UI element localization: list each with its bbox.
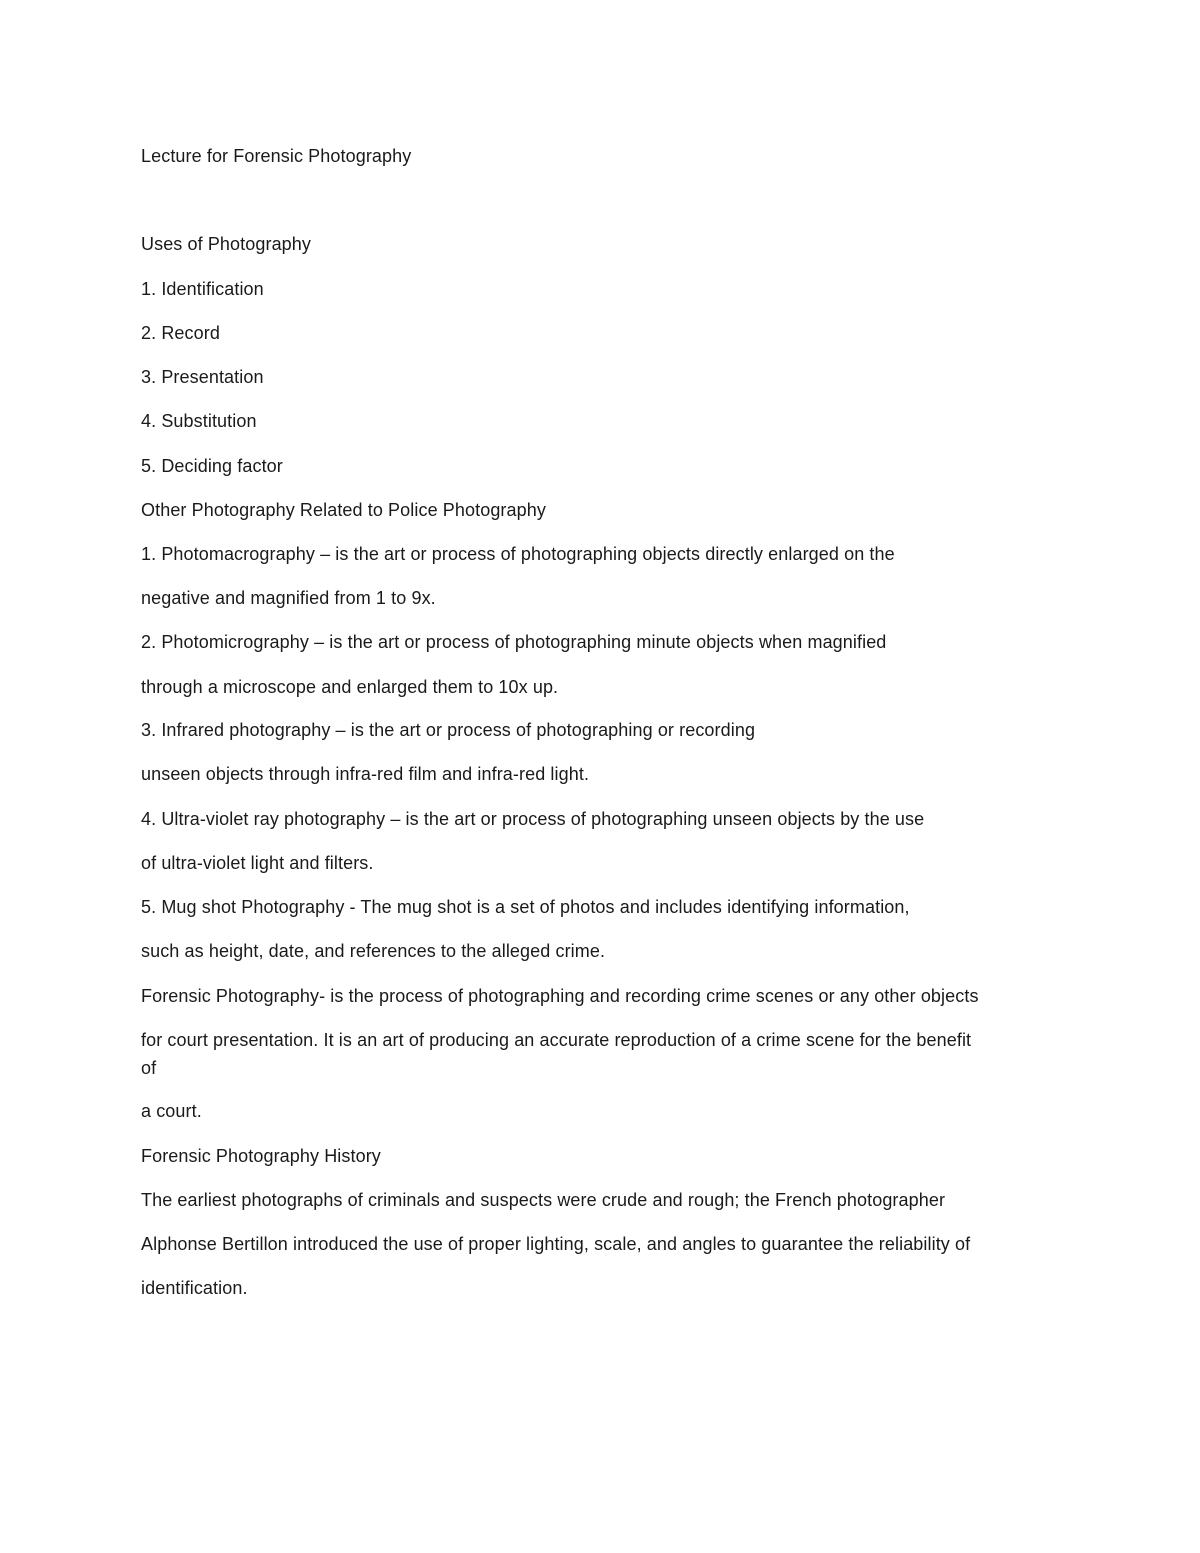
definition-line: of [141,1058,157,1078]
definition-line: a court. [141,1101,202,1121]
other-item-line: 3. Infrared photography – is the art or process of photographing or recording [141,720,756,740]
uses-heading: Uses of Photography [141,234,311,254]
other-item-line: 1. Photomacrography – is the art or process of photographing objects directly enlarged on the [141,544,895,564]
other-item-line: through a microscope and enlarged them to 10x up. [141,677,559,697]
other-item-line: negative and magnified from 1 to 9x. [141,588,436,608]
other-item-line: 4. Ultra-violet ray photography – is the art or process of photographing unseen objects by the use [141,809,925,829]
history-line: Alphonse Bertillon introduced the use of proper lighting, scale, and angles to guarantee the reliability of [141,1234,971,1254]
other-heading: Other Photography Related to Police Photography [141,500,546,520]
history-heading: Forensic Photography History [141,1146,381,1166]
definition-line: for court presentation. It is an art of producing an accurate reproduction of a crime scene for the benefit [141,1030,972,1050]
uses-item: 4. Substitution [141,411,257,431]
other-item-line: 2. Photomicrography – is the art or process of photographing minute objects when magnified [141,632,887,652]
uses-item: 1. Identification [141,279,264,299]
history-line: identification. [141,1278,248,1298]
other-item-line: such as height, date, and references to the alleged crime. [141,941,606,961]
definition-line: Forensic Photography- is the process of photographing and recording crime scenes or any other objects [141,986,979,1006]
other-item-line: unseen objects through infra-red film and infra-red light. [141,764,590,784]
other-item-line: 5. Mug shot Photography - The mug shot is a set of photos and includes identifying information, [141,897,910,917]
uses-item: 5. Deciding factor [141,456,283,476]
uses-item: 2. Record [141,323,220,343]
other-item-line: of ultra-violet light and filters. [141,853,374,873]
document-title: Lecture for Forensic Photography [141,146,412,166]
uses-item: 3. Presentation [141,367,264,387]
history-line: The earliest photographs of criminals and suspects were crude and rough; the French photographer [141,1190,946,1210]
